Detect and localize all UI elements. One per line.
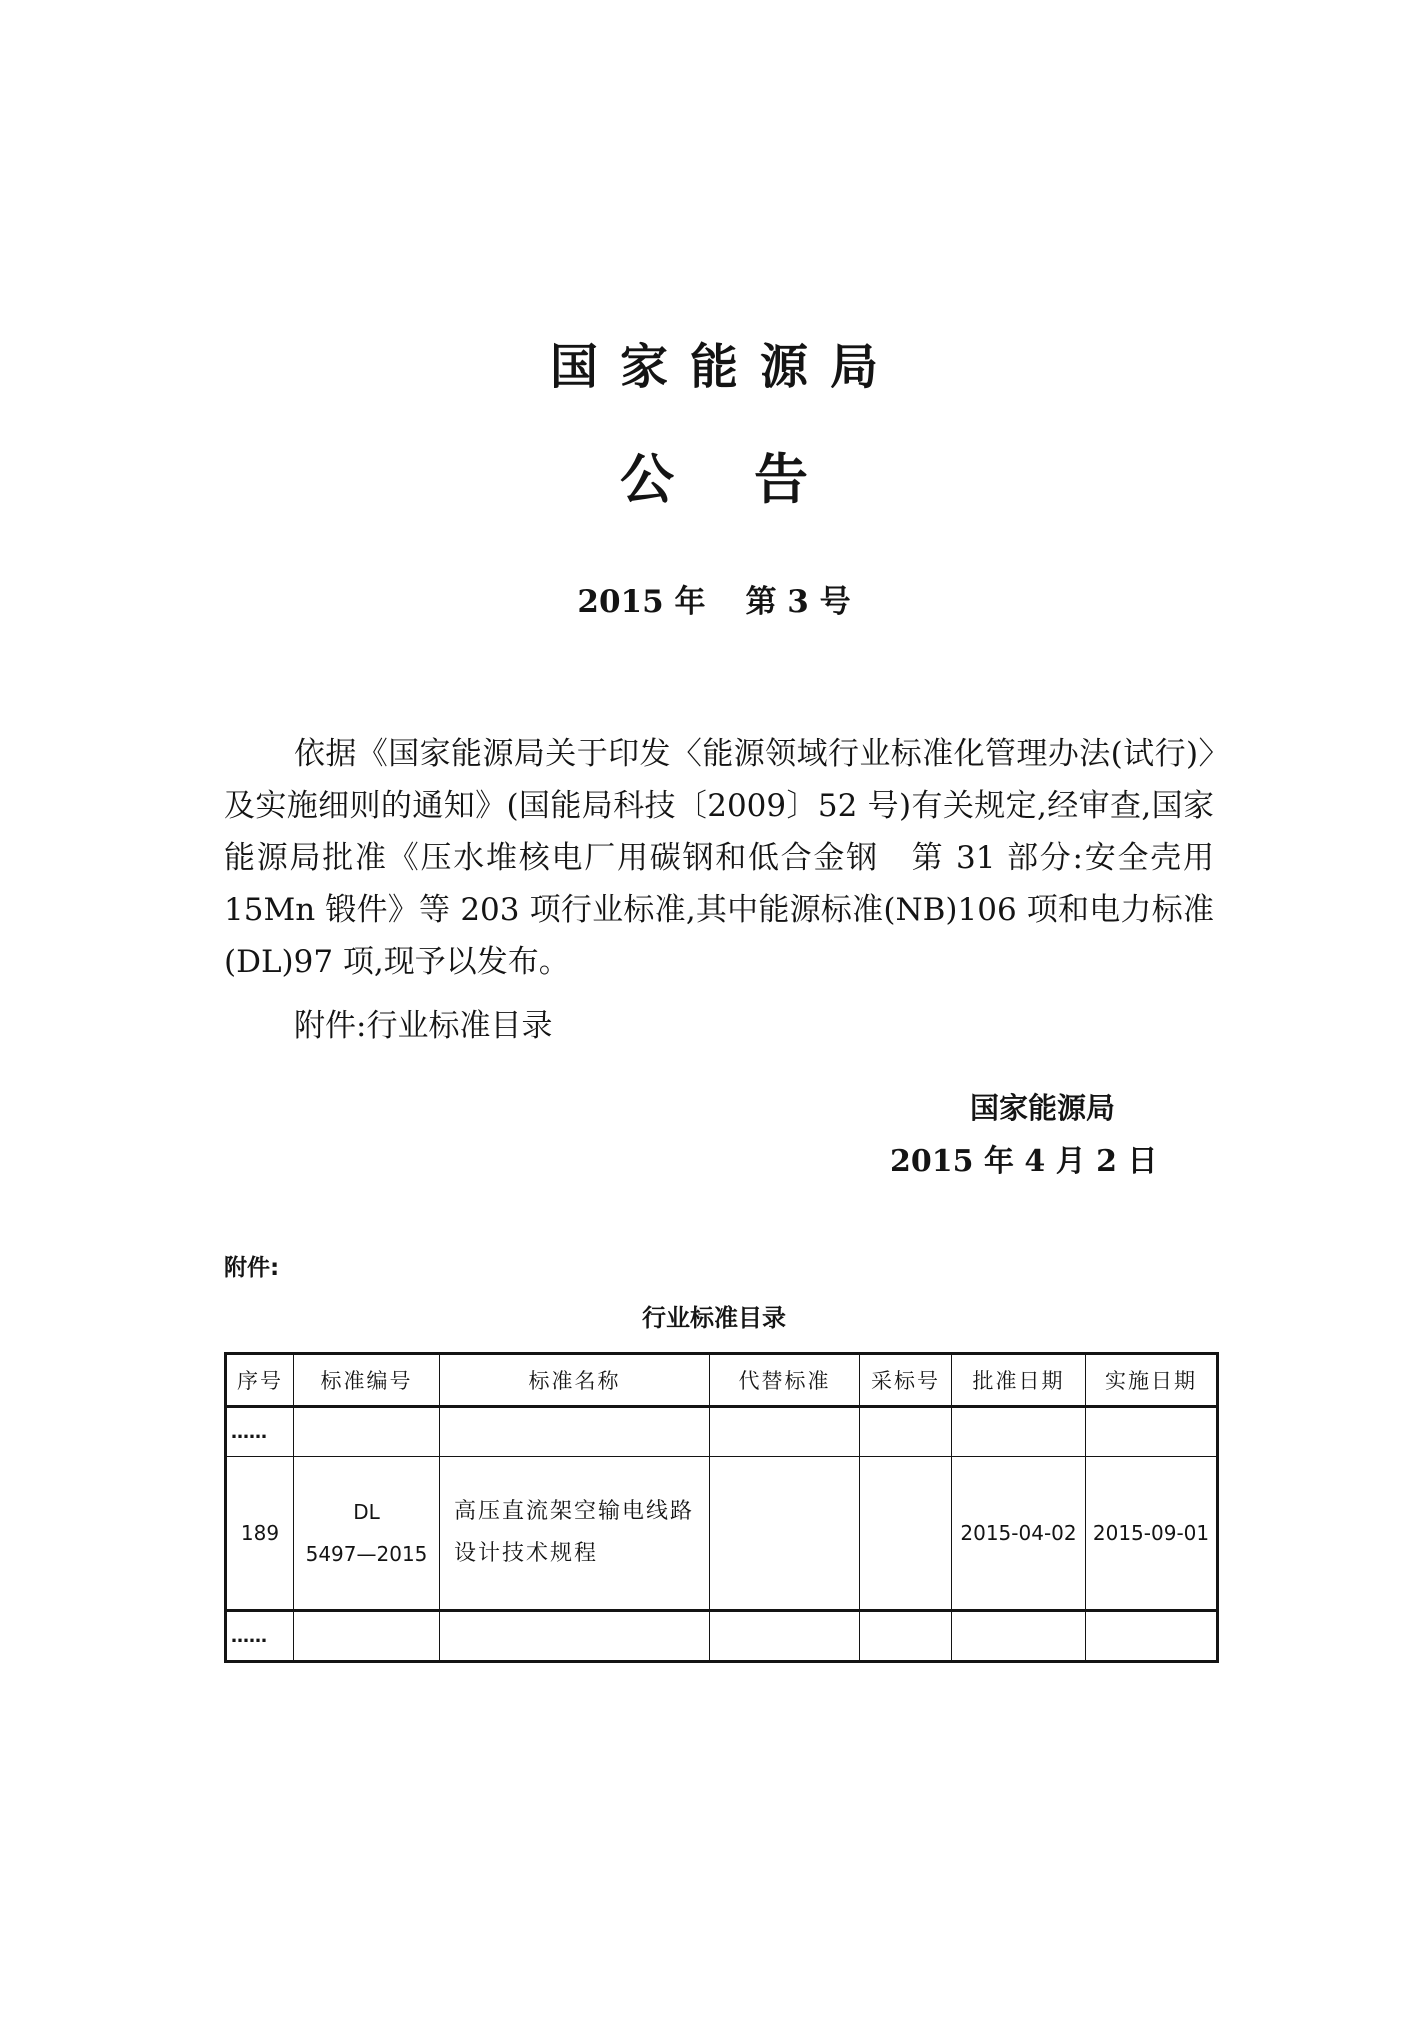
seq-cell: …… xyxy=(226,1407,294,1457)
effective-cell xyxy=(1086,1407,1218,1457)
column-header-effective: 实施日期 xyxy=(1086,1354,1218,1407)
attachment-reference: 附件:行业标准目录 xyxy=(294,1008,553,1044)
column-header-seq: 序号 xyxy=(226,1354,294,1407)
code-cell xyxy=(294,1611,440,1662)
table-row xyxy=(226,1611,1218,1662)
table-header-row xyxy=(226,1354,1218,1407)
column-header-code: 标准编号 xyxy=(294,1354,440,1407)
document-year: 2015 年 xyxy=(577,584,706,620)
adopted-cell xyxy=(860,1457,952,1611)
adopted-cell xyxy=(860,1407,952,1457)
column-header-adopted: 采标号 xyxy=(860,1354,952,1407)
announcement-title: 公告 xyxy=(620,448,888,511)
table-title: 行业标准目录 xyxy=(642,1304,786,1332)
seq-cell: 189 xyxy=(226,1457,294,1611)
seq-cell: …… xyxy=(226,1611,294,1662)
name-cell xyxy=(440,1407,710,1457)
column-header-name: 标准名称 xyxy=(440,1354,710,1407)
signature-date: 2015 年 4 月 2 日 xyxy=(890,1144,1158,1179)
code-cell xyxy=(294,1457,440,1611)
column-header-approved: 批准日期 xyxy=(952,1354,1086,1407)
code-cell xyxy=(294,1407,440,1457)
replaces-cell xyxy=(710,1457,860,1611)
document-number xyxy=(0,580,1428,624)
replaces-cell xyxy=(710,1611,860,1662)
table-row xyxy=(226,1407,1218,1457)
attachment-label: 附件: xyxy=(224,1255,280,1281)
effective-cell: 2015-09-01 xyxy=(1086,1457,1218,1611)
table-row xyxy=(226,1457,1218,1611)
name-cell: 高压直流架空输电线路设计技术规程 xyxy=(440,1457,710,1611)
code-prefix: DL xyxy=(353,1500,380,1524)
document-serial: 第 3 号 xyxy=(745,584,851,620)
announcement-body: 依据《国家能源局关于印发〈能源领域行业标准化管理办法(试行)〉及实施细则的通知》(国能局科技〔2009〕52 号)有关规定,经审查,国家能源局批准《压水堆核电厂用碳钢和低合金钢 第 31 部分:安全壳用 15Mn 锻件》等 203 项行业标准,其中能源标准(NB)106 项和电力标准(DL)97 项,现予以发布。 xyxy=(224,736,1214,980)
column-header-replaces: 代替标准 xyxy=(710,1354,860,1407)
standards-table xyxy=(224,1352,1219,1663)
approved-cell xyxy=(952,1407,1086,1457)
signature-organization: 国家能源局 xyxy=(970,1091,1116,1125)
issuing-organization-title: 国家能源局 xyxy=(549,339,900,395)
adopted-cell xyxy=(860,1611,952,1662)
replaces-cell xyxy=(710,1407,860,1457)
name-cell xyxy=(440,1611,710,1662)
approved-cell: 2015-04-02 xyxy=(952,1457,1086,1611)
effective-cell xyxy=(1086,1611,1218,1662)
code-number: 5497—2015 xyxy=(305,1542,428,1566)
approved-cell xyxy=(952,1611,1086,1662)
